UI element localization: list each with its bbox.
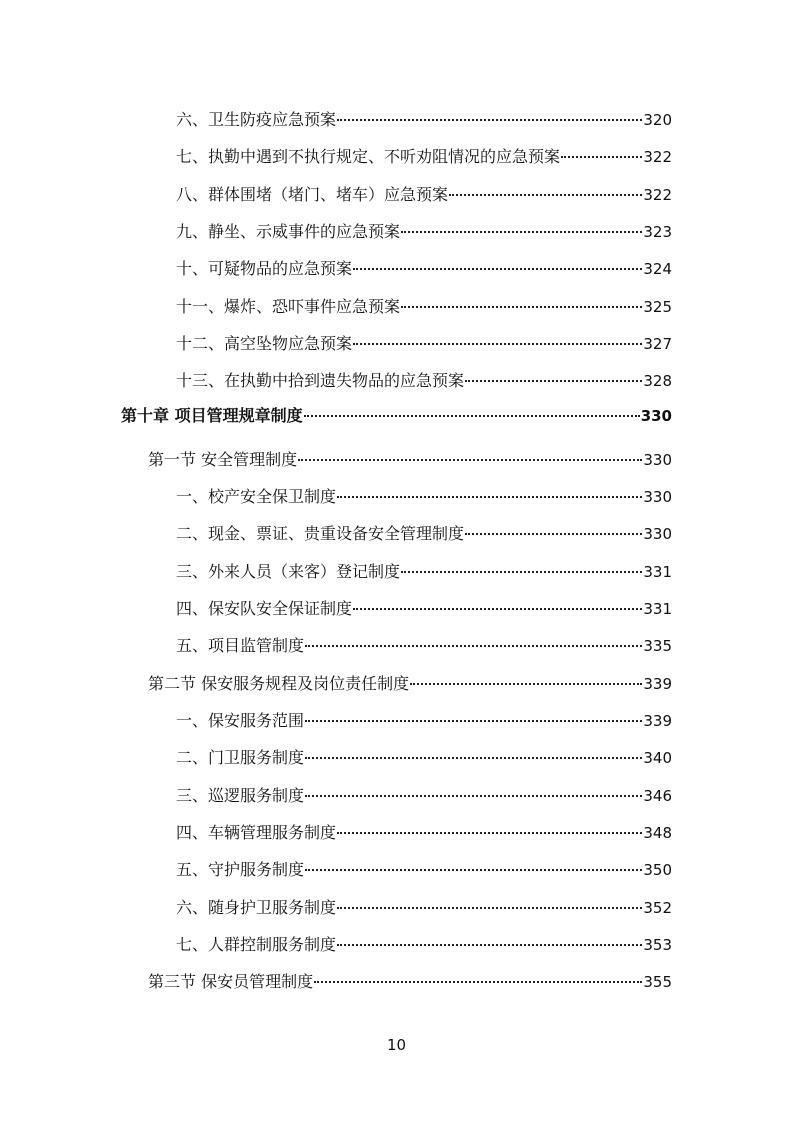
toc-entry-title: 二、现金、票证、贵重设备安全管理制度 (176, 524, 465, 543)
toc-item-entry[interactable] (0, 332, 793, 356)
toc-item-entry[interactable] (0, 784, 793, 808)
toc-entry-page-number: 339 (643, 712, 672, 730)
toc-item-entry[interactable] (0, 108, 793, 132)
toc-entry-title: 四、车辆管理服务制度 (176, 823, 337, 842)
toc-entry-page-number: 346 (643, 787, 672, 805)
toc-entry-title: 三、外来人员（来客）登记制度 (176, 562, 401, 581)
toc-entry-page-number: 330 (643, 451, 672, 469)
toc-entry-page-number: 352 (643, 899, 672, 917)
toc-dot-leader (353, 608, 642, 610)
toc-entry-page-number: 350 (643, 861, 672, 879)
toc-entry-page-number: 353 (643, 936, 672, 954)
toc-entry-title: 十一、爆炸、恐吓事件应急预案 (176, 297, 401, 316)
toc-item-entry[interactable] (0, 896, 793, 920)
toc-dot-leader (449, 194, 642, 196)
toc-entry-page-number: 330 (643, 488, 672, 506)
toc-entry-title: 五、守护服务制度 (176, 860, 305, 879)
page-number: 10 (386, 1036, 407, 1054)
toc-dot-leader (337, 944, 642, 946)
toc-dot-leader (298, 459, 642, 461)
toc-entry-title: 九、静坐、示威事件的应急预案 (176, 222, 401, 241)
toc-item-entry[interactable] (0, 183, 793, 207)
toc-item-entry[interactable] (0, 220, 793, 244)
toc-entry-title: 一、校产安全保卫制度 (176, 487, 337, 506)
toc-entry-page-number: 339 (643, 675, 672, 693)
toc-item-entry[interactable] (0, 933, 793, 957)
toc-entry-title: 十三、在执勤中拾到遗失物品的应急预案 (176, 371, 465, 390)
toc-dot-leader (305, 720, 642, 722)
toc-dot-leader (314, 981, 642, 983)
toc-entry-title: 一、保安服务范围 (176, 711, 305, 730)
toc-item-entry[interactable] (0, 295, 793, 319)
toc-entry-title: 第一节 安全管理制度 (148, 450, 298, 469)
toc-dot-leader (305, 645, 642, 647)
toc-item-entry[interactable] (0, 257, 793, 281)
toc-entry-title: 四、保安队安全保证制度 (176, 599, 353, 618)
toc-dot-leader (353, 268, 642, 270)
toc-item-entry[interactable] (0, 485, 793, 509)
toc-dot-leader (305, 757, 642, 759)
toc-dot-leader (465, 533, 642, 535)
toc-item-entry[interactable] (0, 709, 793, 733)
toc-dot-leader (337, 907, 642, 909)
toc-item-entry[interactable] (0, 560, 793, 584)
toc-entry-title: 二、门卫服务制度 (176, 748, 305, 767)
toc-entry-title: 十二、高空坠物应急预案 (176, 334, 353, 353)
toc-entry-title: 第十章 项目管理规章制度 (121, 406, 303, 425)
toc-entry-title: 三、巡逻服务制度 (176, 786, 305, 805)
toc-entry-title: 第二节 保安服务规程及岗位责任制度 (148, 674, 410, 693)
toc-entry-page-number: 331 (643, 600, 672, 618)
toc-entry-title: 十、可疑物品的应急预案 (176, 259, 353, 278)
toc-dot-leader (561, 156, 642, 158)
toc-dot-leader (337, 119, 642, 121)
toc-entry-page-number: 324 (643, 260, 672, 278)
toc-item-entry[interactable] (0, 145, 793, 169)
toc-item-entry[interactable] (0, 369, 793, 393)
toc-entry-page-number: 322 (643, 148, 672, 166)
toc-item-entry[interactable] (0, 821, 793, 845)
toc-item-entry[interactable] (0, 522, 793, 546)
toc-dot-leader (337, 832, 642, 834)
toc-section-entry[interactable] (0, 672, 793, 696)
toc-item-entry[interactable] (0, 858, 793, 882)
toc-entry-page-number: 335 (643, 637, 672, 655)
toc-dot-leader (305, 795, 642, 797)
toc-entry-page-number: 320 (643, 111, 672, 129)
toc-entry-page-number: 322 (643, 186, 672, 204)
toc-dot-leader (401, 571, 642, 573)
toc-entry-title: 七、执勤中遇到不执行规定、不听劝阻情况的应急预案 (176, 147, 561, 166)
toc-dot-leader (410, 683, 642, 685)
toc-item-entry[interactable] (0, 597, 793, 621)
toc-section-entry[interactable] (0, 448, 793, 472)
toc-item-entry[interactable] (0, 746, 793, 770)
toc-item-entry[interactable] (0, 634, 793, 658)
toc-dot-leader (465, 380, 642, 382)
toc-entry-title: 七、人群控制服务制度 (176, 935, 337, 954)
toc-entry-title: 六、卫生防疫应急预案 (176, 110, 337, 129)
toc-entry-title: 第三节 保安员管理制度 (148, 972, 314, 991)
toc-dot-leader (305, 869, 642, 871)
toc-entry-title: 五、项目监管制度 (176, 636, 305, 655)
toc-dot-leader (304, 415, 640, 417)
toc-dot-leader (401, 231, 642, 233)
toc-entry-title: 八、群体围堵（堵门、堵车）应急预案 (176, 185, 449, 204)
toc-entry-page-number: 331 (643, 563, 672, 581)
toc-dot-leader (401, 306, 642, 308)
toc-section-entry[interactable] (0, 970, 793, 994)
toc-entry-page-number: 348 (643, 824, 672, 842)
toc-entry-page-number: 325 (643, 298, 672, 316)
toc-entry-page-number: 330 (643, 525, 672, 543)
toc-dot-leader (337, 496, 642, 498)
toc-dot-leader (353, 343, 642, 345)
toc-entry-title: 六、随身护卫服务制度 (176, 898, 337, 917)
toc-entry-page-number: 327 (643, 335, 672, 353)
toc-chapter-entry[interactable] (0, 404, 793, 428)
toc-entry-page-number: 323 (643, 223, 672, 241)
toc-entry-page-number: 355 (643, 973, 672, 991)
toc-entry-page-number: 340 (643, 749, 672, 767)
toc-entry-page-number: 328 (643, 372, 672, 390)
toc-entry-page-number: 330 (640, 407, 672, 425)
